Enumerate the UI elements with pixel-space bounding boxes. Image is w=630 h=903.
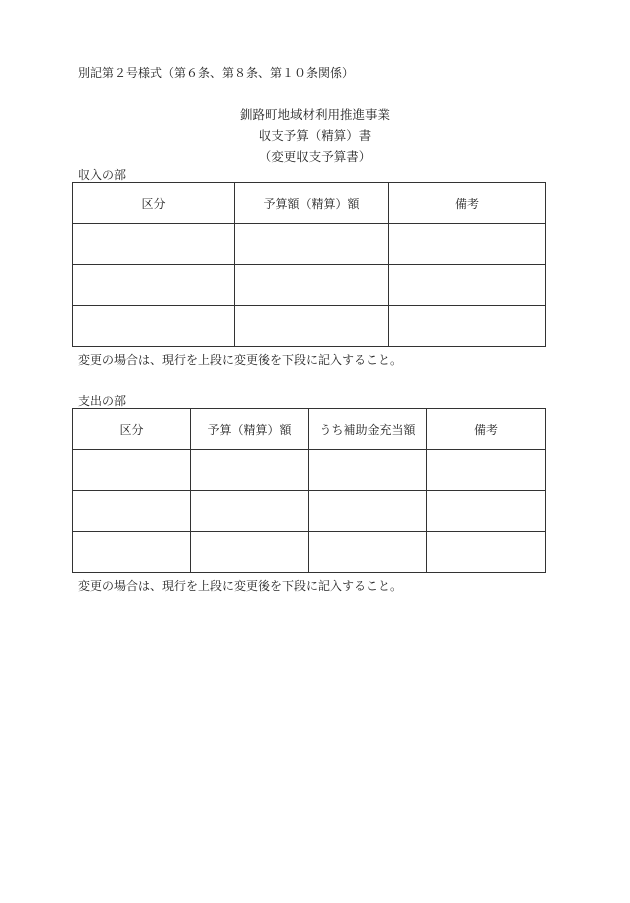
header-remarks: 備考	[389, 183, 546, 224]
header-budget-amount: 予算（精算）額	[191, 409, 309, 450]
header-subsidy-amount: うち補助金充当額	[309, 409, 427, 450]
table-cell	[191, 532, 309, 573]
income-note: 変更の場合は、現行を上段に変更後を下段に記入すること。	[78, 353, 403, 367]
table-cell	[191, 450, 309, 491]
table-row	[73, 306, 546, 347]
header-category: 区分	[73, 183, 235, 224]
expense-section-label: 支出の部	[78, 394, 127, 408]
document-title	[0, 104, 630, 167]
table-cell	[389, 224, 546, 265]
title-line-3: （変更収支予算書）	[258, 149, 372, 164]
income-section-label: 収入の部	[78, 168, 127, 182]
table-row	[73, 491, 546, 532]
title-line-1: 釧路町地域材利用推進事業	[239, 107, 390, 122]
table-row	[73, 450, 546, 491]
table-row	[73, 265, 546, 306]
table-header-row	[73, 409, 546, 450]
table-cell	[191, 491, 309, 532]
table-cell	[309, 491, 427, 532]
table-cell	[309, 532, 427, 573]
table-cell	[73, 265, 235, 306]
header-remarks: 備考	[427, 409, 546, 450]
income-table	[72, 182, 546, 347]
expense-table	[72, 408, 546, 573]
form-reference: 別記第２号様式（第６条、第８条、第１０条関係）	[78, 66, 355, 80]
table-cell	[427, 450, 546, 491]
table-cell	[235, 265, 389, 306]
header-budget-amount: 予算額（精算）額	[235, 183, 389, 224]
table-cell	[427, 491, 546, 532]
header-category: 区分	[73, 409, 191, 450]
table-cell	[235, 306, 389, 347]
table-cell	[73, 532, 191, 573]
table-header-row	[73, 183, 546, 224]
table-cell	[235, 224, 389, 265]
table-cell	[389, 306, 546, 347]
table-cell	[73, 491, 191, 532]
table-cell	[427, 532, 546, 573]
expense-note: 変更の場合は、現行を上段に変更後を下段に記入すること。	[78, 579, 403, 593]
table-row	[73, 224, 546, 265]
table-cell	[73, 224, 235, 265]
table-cell	[309, 450, 427, 491]
table-cell	[389, 265, 546, 306]
title-line-2: 収支予算（精算）書	[258, 128, 372, 143]
table-cell	[73, 306, 235, 347]
table-cell	[73, 450, 191, 491]
table-row	[73, 532, 546, 573]
